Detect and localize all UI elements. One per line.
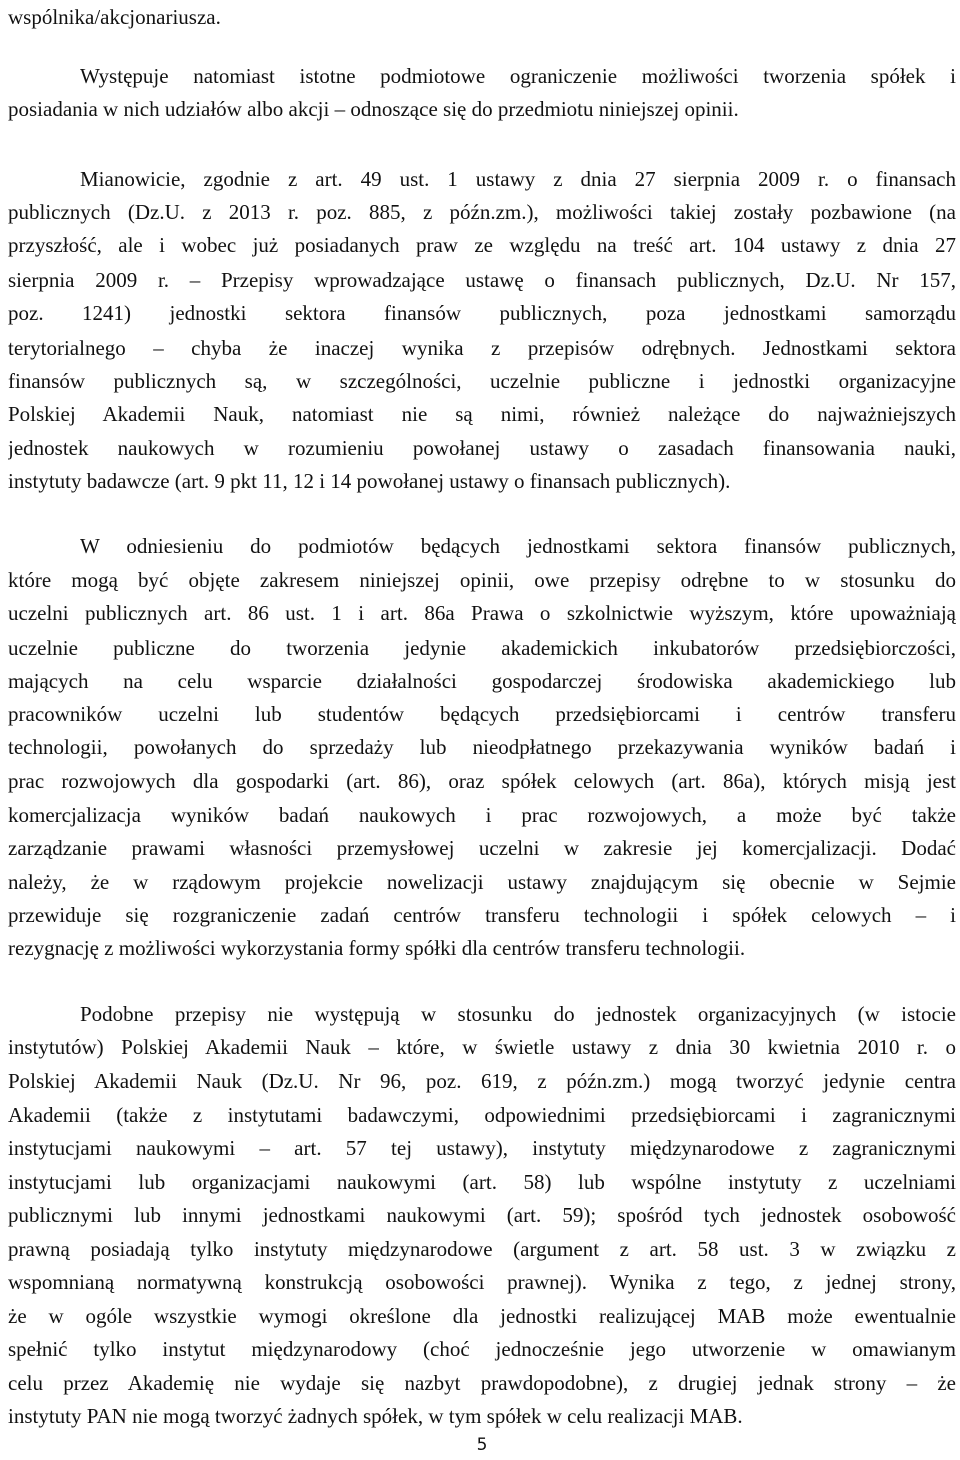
text-line: wspólnika/akcjonariusza. bbox=[8, 5, 221, 29]
text-line: terytorialnego – chyba że inaczej wynika z przepisów odrębnych. Jednostkami sektora bbox=[8, 336, 956, 360]
text-line: Akademii (także z instytutami badawczymi, odpowiednimi przedsiębiorcami i zagranicznymi bbox=[8, 1103, 956, 1127]
text-line: technologii, powołanych do sprzedaży lub nieodpłatnego przekazywania wyników badań i bbox=[8, 735, 956, 759]
text-line: poz. 1241) jednostki sektora finansów publicznych, poza jednostkami samorządu bbox=[8, 301, 956, 325]
text-line: sierpnia 2009 r. – Przepisy wprowadzające ustawę o finansach publicznych, Dz.U. Nr 157, bbox=[8, 268, 956, 292]
text-line: że w ogóle wszystkie wymogi określone dla jednostki realizującej MAB może ewentualnie bbox=[8, 1304, 956, 1328]
text-line: spełnić tylko instytut międzynarodowy (choć jednocześnie jego utworzenie w omawianym bbox=[8, 1337, 956, 1361]
text-line: Mianowicie, zgodnie z art. 49 ust. 1 ustawy z dnia 27 sierpnia 2009 r. o finansach bbox=[80, 167, 956, 191]
text-line: mających na celu wsparcie działalności gospodarczej środowiska akademickiego lub bbox=[8, 669, 956, 693]
text-line: wspomnianą normatywną konstrukcją osobowości prawnej). Wynika z tego, z jednej strony, bbox=[8, 1270, 956, 1294]
text-line: W odniesieniu do podmiotów będących jednostkami sektora finansów publicznych, bbox=[80, 534, 956, 558]
text-line: posiadania w nich udziałów albo akcji – odnoszące się do przedmiotu niniejszej opinii. bbox=[8, 97, 739, 121]
page-number: 5 bbox=[476, 1435, 488, 1455]
text-line: instytuty PAN nie mogą tworzyć żadnych spółek, w tym spółek w celu realizacji MAB. bbox=[8, 1404, 743, 1428]
text-line: prawną posiadają tylko instytuty międzynarodowe (argument z art. 58 ust. 3 w związku z bbox=[8, 1237, 956, 1261]
text-line: instytucjami naukowymi – art. 57 tej ustawy), instytuty międzynarodowe z zagranicznymi bbox=[8, 1136, 956, 1160]
text-line: komercjalizacja wyników badań naukowych i prac rozwojowych, a może być także bbox=[8, 803, 956, 827]
text-line: które mogą być objęte zakresem niniejszej opinii, owe przepisy odrębne to w stosunku do bbox=[8, 568, 956, 592]
text-line: publicznymi lub innymi jednostkami naukowymi (art. 59); spośród tych jednostek osobowość bbox=[8, 1203, 956, 1227]
text-line: Polskiej Akademii Nauk (Dz.U. Nr 96, poz. 619, z późn.zm.) mogą tworzyć jedynie centra bbox=[8, 1069, 956, 1093]
text-line: publicznych (Dz.U. z 2013 r. poz. 885, z późn.zm.), możliwości takiej zostały pozbawione (na bbox=[8, 200, 956, 224]
text-line: celu przez Akademię nie wydaje się nazbyt prawdopodobne), z drugiej jednak strony – że bbox=[8, 1371, 956, 1395]
text-line: zarządzanie prawami własności przemysłowej uczelni w zakresie jej komercjalizacji. Dodać bbox=[8, 836, 956, 860]
text-line: rezygnację z możliwości wykorzystania formy spółki dla centrów transferu technologii. bbox=[8, 936, 746, 960]
text-line: pracowników uczelni lub studentów będących przedsiębiorcami i centrów transferu bbox=[8, 702, 956, 726]
text-line: należy, że w rządowym projekcie nowelizacji ustawy znajdującym się obecnie w Sejmie bbox=[8, 870, 956, 894]
text-line: instytutów) Polskiej Akademii Nauk – które, w świetle ustawy z dnia 30 kwietnia 2010 r. o bbox=[8, 1035, 956, 1059]
text-line: uczelni publicznych art. 86 ust. 1 i art. 86a Prawa o szkolnictwie wyższym, które upoważniają bbox=[8, 601, 956, 625]
text-line: przewiduje się rozgraniczenie zadań centrów transferu technologii i spółek celowych – i bbox=[8, 903, 956, 927]
text-line: jednostek naukowych w rozumieniu powołanej ustawy o zasadach finansowania nauki, bbox=[8, 436, 956, 460]
text-line: Polskiej Akademii Nauk, natomiast nie są nimi, również należące do najważniejszych bbox=[8, 402, 956, 426]
text-line: Występuje natomiast istotne podmiotowe ograniczenie możliwości tworzenia spółek i bbox=[80, 64, 956, 88]
text-line: przyszłość, ale i wobec już posiadanych praw ze względu na treść art. 104 ustawy z dnia 27 bbox=[8, 233, 956, 257]
text-line: instytucjami lub organizacjami naukowymi (art. 58) lub wspólne instytuty z uczelniami bbox=[8, 1170, 956, 1194]
text-line: uczelnie publiczne do tworzenia jedynie akademickich inkubatorów przedsiębiorczości, bbox=[8, 636, 956, 660]
text-line: prac rozwojowych dla gospodarki (art. 86), oraz spółek celowych (art. 86a), których misją jest bbox=[8, 769, 956, 793]
text-line: finansów publicznych są, w szczególności, uczelnie publiczne i jednostki organizacyjne bbox=[8, 369, 956, 393]
text-line: instytuty badawcze (art. 9 pkt 11, 12 i 14 powołanej ustawy o finansach publicznych). bbox=[8, 469, 731, 493]
text-line: Podobne przepisy nie występują w stosunku do jednostek organizacyjnych (w istocie bbox=[80, 1002, 956, 1026]
